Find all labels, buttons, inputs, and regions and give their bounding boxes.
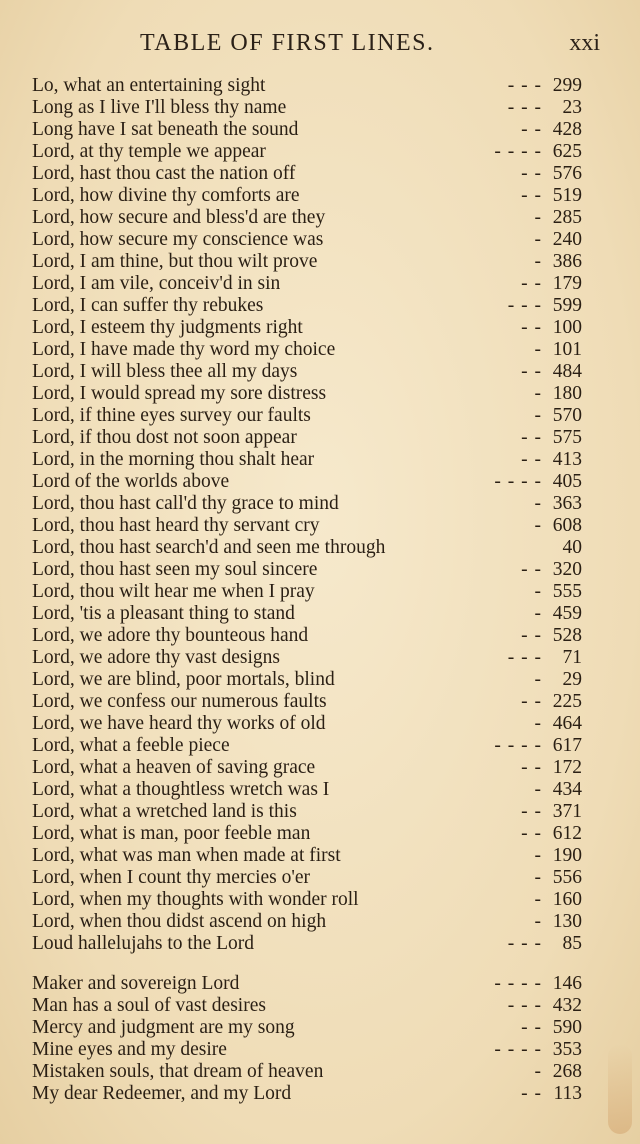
first-line-text: Lord, 'tis a pleasant thing to stand	[32, 603, 295, 624]
list-item	[32, 119, 582, 141]
list-item	[32, 647, 582, 669]
page-reference: 459	[552, 603, 582, 624]
page-reference: 519	[552, 185, 582, 206]
list-item	[32, 515, 582, 537]
page-reference: 85	[562, 933, 582, 954]
leader-dashes: - -	[521, 823, 542, 844]
page-reference: 576	[552, 163, 582, 184]
page-reference: 180	[552, 383, 582, 404]
leader-dashes: -	[534, 889, 542, 910]
page-reference: 555	[552, 581, 582, 602]
list-item	[32, 911, 582, 933]
page-reference: 575	[552, 427, 582, 448]
list-item	[32, 163, 582, 185]
leader-dashes: - -	[521, 801, 542, 822]
list-item	[32, 779, 582, 801]
leader-dashes: - - -	[507, 75, 542, 96]
page-reference: 101	[552, 339, 582, 360]
first-line-text: Lord, I have made thy word my choice	[32, 339, 336, 360]
first-line-text: Lord, at thy temple we appear	[32, 141, 266, 162]
leader-dashes: - - - -	[494, 735, 542, 756]
page-reference: 464	[552, 713, 582, 734]
first-line-text: My dear Redeemer, and my Lord	[32, 1083, 292, 1104]
first-line-text: Lord, we adore thy vast designs	[32, 647, 281, 668]
leader-dashes: - - - -	[494, 141, 542, 162]
leader-dashes: - -	[521, 1017, 542, 1038]
leader-dashes: - -	[521, 559, 542, 580]
page-title: TABLE OF FIRST LINES.	[140, 30, 435, 56]
list-item	[32, 185, 582, 207]
list-item	[32, 97, 582, 119]
page-reference: 405	[552, 471, 582, 492]
page-reference: 29	[562, 669, 582, 690]
page-reference: 353	[552, 1039, 582, 1060]
first-line-text: Lord, if thou dost not soon appear	[32, 427, 297, 448]
first-line-text: Mistaken souls, that dream of heaven	[32, 1061, 324, 1082]
page-reference: 484	[552, 361, 582, 382]
leader-dashes: - -	[521, 185, 542, 206]
first-line-text: Lord, how divine thy comforts are	[32, 185, 300, 206]
list-item	[32, 1017, 582, 1039]
first-line-text: Lord, I am vile, conceiv'd in sin	[32, 273, 281, 294]
first-line-text: Lord, I am thine, but thou wilt prove	[32, 251, 318, 272]
list-item	[32, 713, 582, 735]
leader-dashes: -	[534, 845, 542, 866]
page-reference: 608	[552, 515, 582, 536]
paper-stain	[608, 1044, 632, 1134]
leader-dashes: - - - -	[494, 973, 542, 994]
first-line-text: Lord, hast thou cast the nation off	[32, 163, 296, 184]
page-reference: 320	[552, 559, 582, 580]
leader-dashes: -	[534, 1061, 542, 1082]
list-item	[32, 1061, 582, 1083]
list-item	[32, 823, 582, 845]
list-item	[32, 427, 582, 449]
leader-dashes: -	[534, 603, 542, 624]
first-line-text: Lord, I will bless thee all my days	[32, 361, 298, 382]
leader-dashes: - - -	[507, 933, 542, 954]
list-item	[32, 493, 582, 515]
first-line-text: Lord, what a feeble piece	[32, 735, 230, 756]
list-item	[32, 845, 582, 867]
leader-dashes: -	[534, 207, 542, 228]
page-reference: 617	[552, 735, 582, 756]
page-reference: 612	[552, 823, 582, 844]
page-reference: 599	[552, 295, 582, 316]
first-line-text: Lord, I esteem thy judgments right	[32, 317, 303, 338]
first-line-text: Lord, we confess our numerous faults	[32, 691, 327, 712]
first-line-text: Lord, when I count thy mercies o'er	[32, 867, 311, 888]
first-line-text: Lord, how secure my conscience was	[32, 229, 324, 250]
first-line-text: Mine eyes and my desire	[32, 1039, 227, 1060]
first-line-text: Lord, when my thoughts with wonder roll	[32, 889, 359, 910]
page-reference: 160	[552, 889, 582, 910]
page-reference: 225	[552, 691, 582, 712]
leader-dashes: - -	[521, 691, 542, 712]
list-item	[32, 273, 582, 295]
leader-dashes: - -	[521, 449, 542, 470]
first-line-text: Lord, what a wretched land is this	[32, 801, 297, 822]
page-reference: 179	[552, 273, 582, 294]
leader-dashes: -	[534, 229, 542, 250]
list-item	[32, 295, 582, 317]
leader-dashes: -	[534, 339, 542, 360]
page-reference: 268	[552, 1061, 582, 1082]
list-item	[32, 625, 582, 647]
list-item	[32, 1083, 582, 1105]
list-item	[32, 581, 582, 603]
list-item	[32, 995, 582, 1017]
leader-dashes: - -	[521, 625, 542, 646]
page-reference: 570	[552, 405, 582, 426]
page-reference: 590	[552, 1017, 582, 1038]
leader-dashes: - - - -	[494, 471, 542, 492]
list-item	[32, 801, 582, 823]
page-reference: 434	[552, 779, 582, 800]
page-reference: 413	[552, 449, 582, 470]
leader-dashes: - -	[521, 361, 542, 382]
list-item	[32, 559, 582, 581]
leader-dashes: -	[534, 515, 542, 536]
first-line-text: Mercy and judgment are my song	[32, 1017, 295, 1038]
list-item	[32, 933, 582, 955]
first-line-text: Long have I sat beneath the sound	[32, 119, 299, 140]
page-reference: 113	[553, 1083, 582, 1104]
leader-dashes: - -	[521, 163, 542, 184]
page-reference: 40	[562, 537, 582, 558]
leader-dashes: - -	[521, 757, 542, 778]
list-item	[32, 75, 582, 97]
leader-dashes: - -	[521, 1083, 542, 1104]
first-line-text: Lord, what was man when made at first	[32, 845, 341, 866]
list-item	[32, 757, 582, 779]
page-reference: 172	[552, 757, 582, 778]
page-number: xxi	[569, 30, 600, 56]
leader-dashes: -	[534, 493, 542, 514]
page-reference: 363	[552, 493, 582, 514]
first-line-text: Lord, we have heard thy works of old	[32, 713, 326, 734]
page-reference: 432	[552, 995, 582, 1016]
first-line-text: Loud hallelujahs to the Lord	[32, 933, 255, 954]
leader-dashes: - - -	[507, 295, 542, 316]
leader-dashes: -	[534, 669, 542, 690]
page-reference: 130	[552, 911, 582, 932]
list-item	[32, 229, 582, 251]
page-reference: 299	[552, 75, 582, 96]
page-reference: 371	[552, 801, 582, 822]
page-reference: 23	[562, 97, 582, 118]
first-line-text: Man has a soul of vast desires	[32, 995, 266, 1016]
list-item	[32, 317, 582, 339]
first-line-text: Lo, what an entertaining sight	[32, 75, 266, 96]
leader-dashes: - - -	[507, 995, 542, 1016]
first-line-text: Lord, thou hast search'd and seen me through	[32, 537, 386, 558]
page-reference: 190	[552, 845, 582, 866]
list-item	[32, 471, 582, 493]
page-reference: 556	[552, 867, 582, 888]
list-item	[32, 669, 582, 691]
page-reference: 240	[552, 229, 582, 250]
page-reference: 625	[552, 141, 582, 162]
leader-dashes: - -	[521, 273, 542, 294]
page-reference: 100	[552, 317, 582, 338]
first-line-text: Lord, what is man, poor feeble man	[32, 823, 311, 844]
first-line-text: Lord, in the morning thou shalt hear	[32, 449, 315, 470]
page-reference: 71	[562, 647, 582, 668]
list-item	[32, 405, 582, 427]
page-reference: 528	[552, 625, 582, 646]
page-reference: 386	[552, 251, 582, 272]
first-line-text: Lord, I would spread my sore distress	[32, 383, 327, 404]
page-header	[0, 30, 640, 64]
first-line-text: Lord, if thine eyes survey our faults	[32, 405, 311, 426]
first-line-text: Lord of the worlds above	[32, 471, 230, 492]
leader-dashes: - -	[521, 119, 542, 140]
first-line-text: Long as I live I'll bless thy name	[32, 97, 287, 118]
leader-dashes: - -	[521, 427, 542, 448]
list-item	[32, 889, 582, 911]
list-item	[32, 207, 582, 229]
leader-dashes: - - -	[507, 647, 542, 668]
first-line-text: Maker and sovereign Lord	[32, 973, 240, 994]
leader-dashes: -	[534, 867, 542, 888]
list-item	[32, 141, 582, 163]
first-line-text: Lord, thou hast call'd thy grace to mind	[32, 493, 339, 514]
list-item	[32, 867, 582, 889]
list-item	[32, 251, 582, 273]
leader-dashes: -	[534, 251, 542, 272]
first-line-text: Lord, what a thoughtless wretch was I	[32, 779, 330, 800]
page-reference: 285	[552, 207, 582, 228]
list-item	[32, 537, 582, 559]
list-item	[32, 1039, 582, 1061]
leader-dashes: - - - -	[494, 1039, 542, 1060]
first-line-text: Lord, we are blind, poor mortals, blind	[32, 669, 335, 690]
list-item	[32, 603, 582, 625]
leader-dashes: -	[534, 581, 542, 602]
first-line-text: Lord, how secure and bless'd are they	[32, 207, 326, 228]
list-item	[32, 339, 582, 361]
leader-dashes: -	[534, 383, 542, 404]
first-line-text: Lord, thou hast seen my soul sincere	[32, 559, 318, 580]
list-item	[32, 449, 582, 471]
first-line-text: Lord, I can suffer thy rebukes	[32, 295, 264, 316]
first-line-text: Lord, thou hast heard thy servant cry	[32, 515, 320, 536]
leader-dashes: -	[534, 779, 542, 800]
leader-dashes: - - -	[507, 97, 542, 118]
leader-dashes: - -	[521, 317, 542, 338]
first-line-text: Lord, when thou didst ascend on high	[32, 911, 327, 932]
list-item	[32, 735, 582, 757]
page-reference: 428	[552, 119, 582, 140]
list-item	[32, 973, 582, 995]
page-reference: 146	[552, 973, 582, 994]
leader-dashes: -	[534, 713, 542, 734]
list-item	[32, 691, 582, 713]
first-line-text: Lord, thou wilt hear me when I pray	[32, 581, 315, 602]
list-item	[32, 383, 582, 405]
first-line-text: Lord, what a heaven of saving grace	[32, 757, 316, 778]
leader-dashes: -	[534, 911, 542, 932]
leader-dashes: -	[534, 405, 542, 426]
list-item	[32, 361, 582, 383]
first-line-text: Lord, we adore thy bounteous hand	[32, 625, 309, 646]
